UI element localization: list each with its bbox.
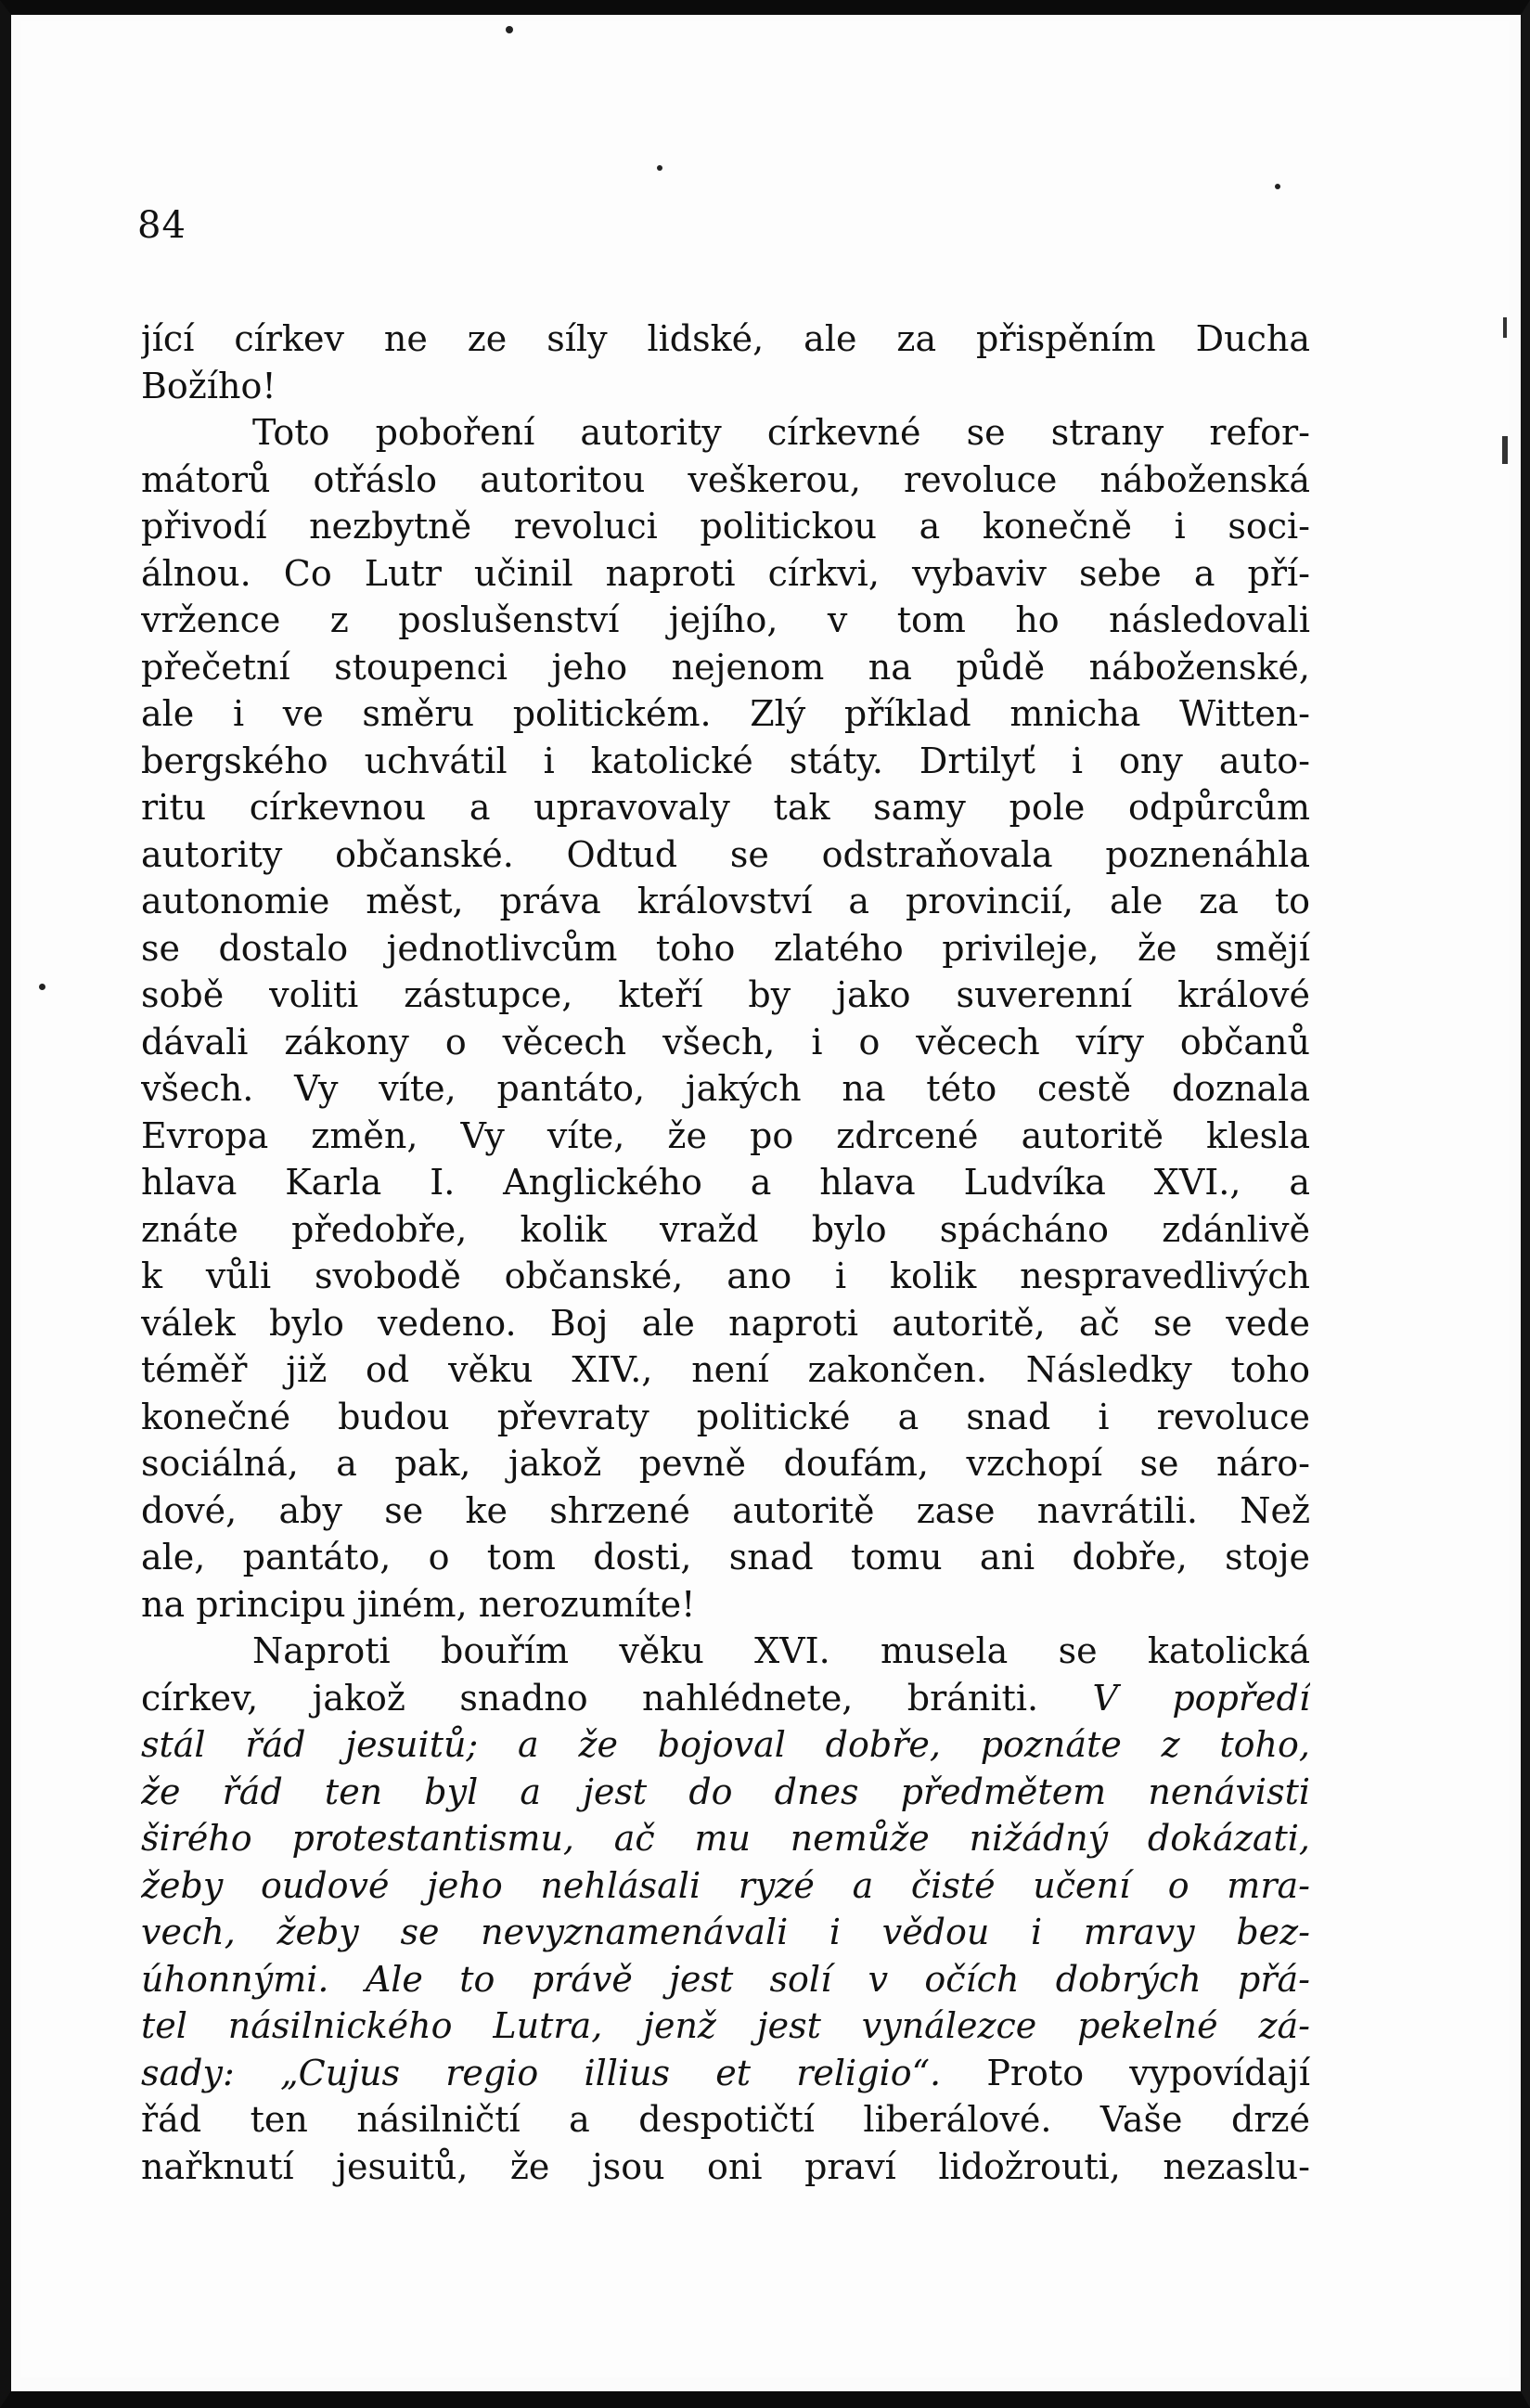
text-line-content: vech, žeby se nevyznamenávali i vědou i mravy bez- (141, 1912, 1310, 1952)
print-speck (657, 165, 662, 171)
text-line (141, 831, 1310, 879)
text-line (141, 1346, 1310, 1394)
text-line-content: širého protestantismu, ač mu nemůže nižádný dokázati, (141, 1818, 1310, 1859)
text-line-content: tel násilnického Lutra, jenž jest vynálezce pekelné zá- (141, 2005, 1310, 2046)
body-text (141, 315, 1310, 2190)
print-speck (506, 26, 513, 33)
text-line (141, 1956, 1310, 2003)
text-line (141, 2096, 1310, 2144)
text-line (141, 1675, 1310, 1722)
text-line-content: přečetní stoupenci jeho nejenom na půdě náboženské, (141, 646, 1310, 688)
text-line (141, 784, 1310, 831)
text-line-content: sady: „Cujus regio illius et religio“. (141, 2052, 942, 2093)
text-line-content: téměř již od věku XIV., není zakončen. Následky toho (141, 1349, 1310, 1390)
edge-mark (1502, 436, 1508, 464)
text-line (141, 1253, 1310, 1300)
text-line-content: žeby oudové jeho nehlásali ryzé a čisté učení o mra- (141, 1864, 1310, 1906)
text-line-content: stál řád jesuitů; a že bojoval dobře, poznáte z toho, (141, 1724, 1310, 1765)
text-line-content: církev, jakož snadno nahlédnete, brániti. (141, 1677, 1039, 1719)
text-line-content: álnou. Co Lutr učinil naproti církvi, vybaviv sebe a pří- (141, 552, 1310, 594)
text-line (141, 1581, 1310, 1629)
text-line (141, 972, 1310, 1019)
text-line (141, 878, 1310, 925)
text-line (141, 644, 1310, 691)
text-line (141, 1300, 1310, 1347)
text-line (141, 2144, 1310, 2191)
text-line-content: řád ten násilničtí a despotičtí liberálové. Vaše drzé (141, 2099, 1310, 2140)
text-line-roman-tail: Proto vypovídají (986, 2052, 1310, 2093)
text-line (141, 1628, 1310, 1675)
text-line-content: jící církev ne ze síly lidské, ale za přispěním Ducha (141, 318, 1310, 359)
text-line (141, 1019, 1310, 1066)
text-line-content: dové, aby se ke shrzené autoritě zase navrátili. Než (141, 1489, 1310, 1531)
text-line-content: autority občanské. Odtud se odstraňovala poznenáhla (141, 833, 1310, 875)
text-line (141, 2050, 1310, 2097)
page-number: 84 (137, 204, 186, 247)
text-line (141, 690, 1310, 738)
text-line (141, 2002, 1310, 2050)
text-line (141, 1487, 1310, 1535)
text-line-content: Naproti bouřím věku XVI. musela se katolická (252, 1630, 1310, 1671)
book-page (20, 20, 1510, 2377)
text-line-content: ale i ve směru politickém. Zlý příklad mnicha Witten- (141, 693, 1310, 734)
text-line (141, 409, 1310, 457)
text-line (141, 550, 1310, 598)
print-speck (1275, 184, 1280, 189)
text-line-content: úhonnými. Ale to právě jest solí v očích dobrých přá- (141, 1958, 1310, 2000)
text-line-content: ritu církevnou a upravovaly tak samy pole odpůrcům (141, 787, 1310, 828)
text-line (141, 1815, 1310, 1862)
text-line-content: k vůli svobodě občanské, ano i kolik nespravedlivých (141, 1256, 1310, 1296)
text-line-content: autonomie měst, práva království a provincií, ale za to (141, 881, 1310, 921)
text-line (141, 503, 1310, 550)
text-line-content: Toto poboření autority církevné se strany refor- (252, 412, 1310, 453)
text-line-content: dávali zákony o věcech všech, i o věcech víry občanů (141, 1021, 1310, 1062)
text-line (141, 1113, 1310, 1160)
text-line-content: všech. Vy víte, pantáto, jakých na této cestě doznala (141, 1068, 1310, 1109)
text-line (141, 315, 1310, 363)
text-line-content: Božího! (141, 365, 276, 406)
text-line-content: konečné budou převraty politické a snad i revoluce (141, 1396, 1310, 1437)
text-line (141, 597, 1310, 644)
print-speck (39, 984, 45, 990)
text-line-content: znáte předobře, kolik vražd bylo spácháno zdánlivě (141, 1208, 1310, 1250)
text-line-content: Evropa změn, Vy víte, že po zdrcené autoritě klesla (141, 1114, 1310, 1156)
text-line (141, 1769, 1310, 1816)
text-line-content: že řád ten byl a jest do dnes předmětem nenávisti (141, 1771, 1310, 1812)
text-line (141, 1159, 1310, 1206)
text-line-content: sobě voliti zástupce, kteří by jako suverenní králové (141, 974, 1310, 1015)
text-line-content: se dostalo jednotlivcům toho zlatého privileje, že smějí (141, 927, 1310, 969)
text-line-content: přivodí nezbytně revoluci politickou a konečně i soci- (141, 506, 1310, 547)
text-line (141, 363, 1310, 410)
text-line (141, 1394, 1310, 1441)
text-line-content: nařknutí jesuitů, že jsou oni praví lidožrouti, nezaslu- (141, 2145, 1310, 2187)
text-line-content: sociálná, a pak, jakož pevně doufám, vzchopí se náro- (141, 1443, 1310, 1484)
text-line (141, 1534, 1310, 1581)
text-line-content: vržence z poslušenství jejího, v tom ho následovali (141, 599, 1310, 640)
text-line-content: ale, pantáto, o tom dosti, snad tomu ani dobře, stoje (141, 1537, 1310, 1577)
text-line (141, 1909, 1310, 1956)
edge-mark (1503, 317, 1507, 338)
text-line (141, 1721, 1310, 1769)
text-line (141, 457, 1310, 504)
text-line-content: válek bylo vedeno. Boj ale naproti autoritě, ač se vede (141, 1302, 1310, 1344)
text-line (141, 738, 1310, 785)
text-line (141, 1440, 1310, 1487)
text-line (141, 925, 1310, 972)
text-line-content: na principu jiném, nerozumíte! (141, 1583, 696, 1625)
text-line (141, 1206, 1310, 1254)
text-line (141, 1862, 1310, 1910)
text-line-content: hlava Karla I. Anglického a hlava Ludvíka XVI., a (141, 1162, 1310, 1203)
text-line-italic-tail: V popředí (1092, 1677, 1310, 1719)
text-line-content: bergského uchvátil i katolické státy. Drtilyť i ony auto- (141, 740, 1310, 781)
text-line-content: mátorů otřáslo autoritou veškerou, revoluce náboženská (141, 458, 1310, 500)
text-line (141, 1065, 1310, 1113)
